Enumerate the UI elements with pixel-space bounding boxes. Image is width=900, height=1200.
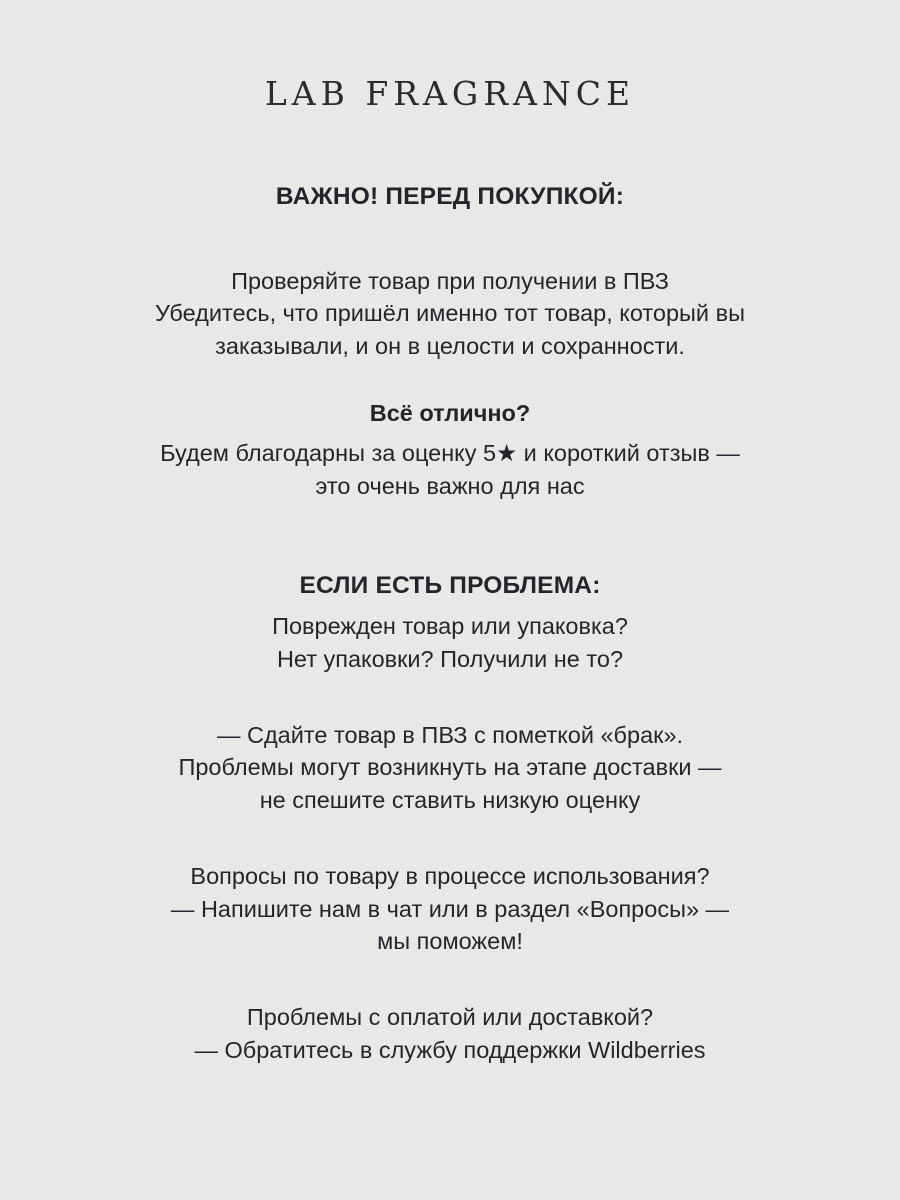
questions-line-3: мы поможем! — [377, 928, 523, 955]
problem-line-1: Поврежден товар или упаковка? — [272, 613, 628, 640]
section-all-good — [60, 400, 840, 502]
payment-line-2: — Обратитесь в службу поддержки Wildberries — [194, 1036, 706, 1063]
questions-body — [60, 860, 840, 957]
before-purchase-line-2: Убедитесь, что пришёл именно тот товар, который вы — [155, 300, 745, 327]
defect-line-2: Проблемы могут возникнуть на этапе доставки — — [178, 754, 722, 781]
section-problem — [60, 572, 840, 675]
before-purchase-line-3: заказывали, и он в целости и сохранности. — [215, 332, 685, 359]
section-questions — [60, 860, 840, 957]
questions-line-2: — Напишите нам в чат или в раздел «Вопросы» — — [170, 895, 730, 922]
problem-line-2: Нет упаковки? Получили не то? — [276, 645, 624, 672]
brand-title: LAB FRAGRANCE — [264, 74, 636, 113]
section-defect — [60, 719, 840, 816]
before-purchase-line-1: Проверяйте товар при получении в ПВЗ — [231, 268, 669, 294]
defect-body — [60, 719, 840, 816]
all-good-body — [60, 437, 840, 502]
section-before-purchase — [60, 183, 840, 362]
payment-line-1: Проблемы с оплатой или доставкой? — [246, 1004, 654, 1031]
all-good-line-2: это очень важно для нас — [315, 472, 585, 499]
defect-line-1: — Сдайте товар в ПВЗ с пометкой «брак». — [216, 721, 684, 748]
problem-heading: ЕСЛИ ЕСТЬ ПРОБЛЕМА: — [299, 572, 601, 600]
section-payment — [60, 1001, 840, 1066]
defect-line-3: не спешите ставить низкую оценку — [259, 786, 641, 813]
questions-line-1: Вопросы по товару в процессе использования? — [190, 863, 710, 890]
before-purchase-body — [60, 265, 840, 362]
problem-body — [60, 610, 840, 675]
payment-body — [60, 1001, 840, 1066]
before-purchase-heading: ВАЖНО! ПЕРЕД ПОКУПКОЙ: — [275, 183, 625, 210]
all-good-heading: Всё отлично? — [369, 400, 531, 427]
all-good-line-1: Будем благодарны за оценку 5★ и короткий отзыв — — [160, 440, 740, 467]
